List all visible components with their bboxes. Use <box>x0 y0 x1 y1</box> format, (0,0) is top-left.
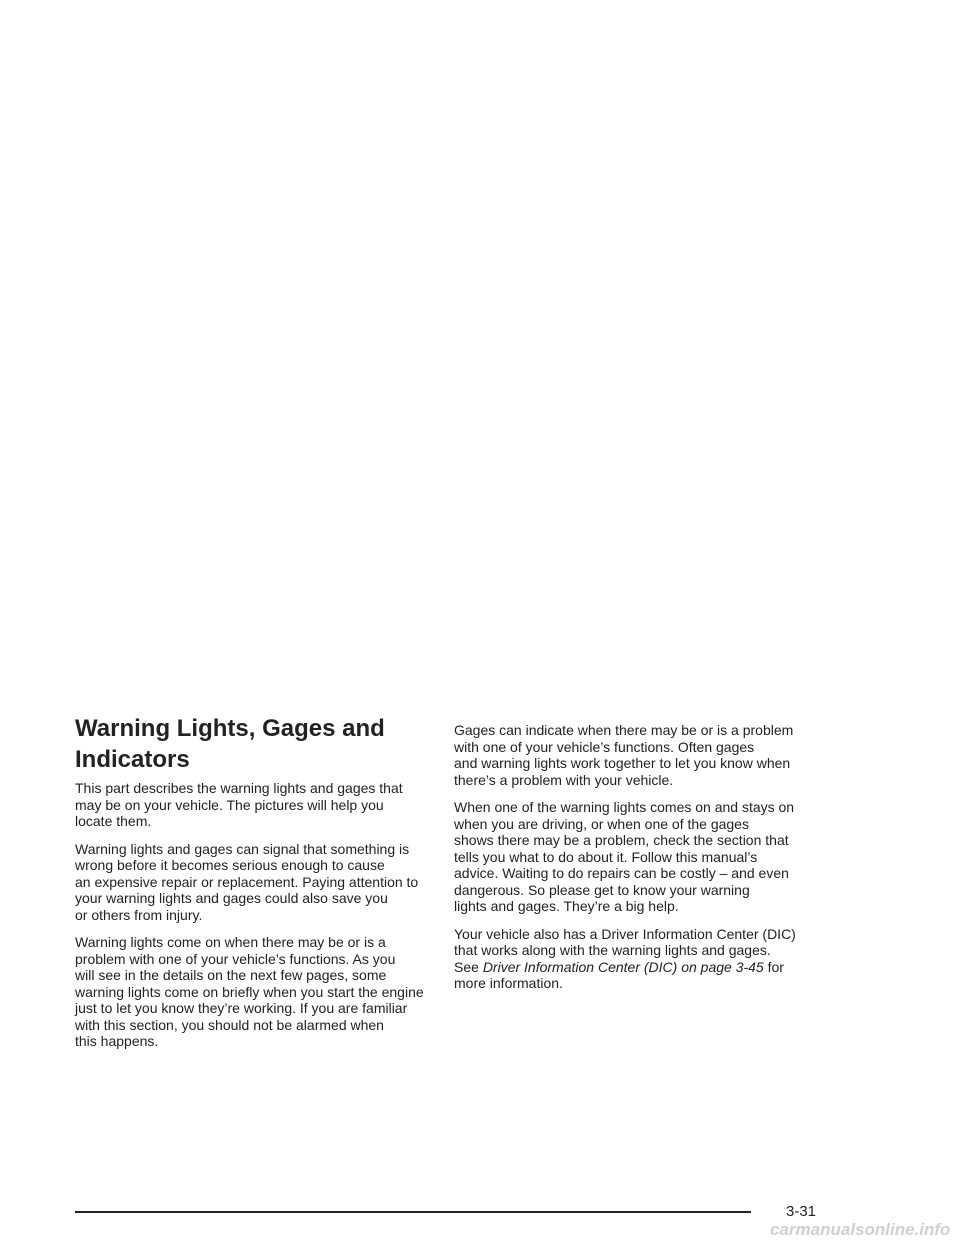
text-line: Your vehicle also has a Driver Information Center (DIC) <box>454 925 796 942</box>
text-line: Gages can indicate when there may be or is a problem <box>454 722 794 738</box>
dic-paragraph <box>454 926 819 992</box>
text-line: when you are driving, or when one of the gages <box>454 815 749 832</box>
intro-paragraph <box>75 780 440 830</box>
text-line: Warning lights and gages can signal that something is <box>75 840 410 857</box>
watermark: carmanualsonline.info <box>770 1220 951 1239</box>
text-line: advice. Waiting to do repairs can be costly – and even <box>454 865 789 881</box>
left-column <box>75 780 440 1061</box>
signal-paragraph <box>75 841 440 924</box>
text-line: just to let you know they’re working. If you are familiar <box>75 1000 408 1016</box>
text-line: Warning lights come on when there may be or is a <box>75 934 386 950</box>
right-column <box>454 722 819 1003</box>
come-on-paragraph <box>75 934 440 1050</box>
section-heading <box>75 713 435 775</box>
text-line: dangerous. So please get to know your warning <box>454 881 750 898</box>
text-line: lights and gages. They’re a big help. <box>454 898 679 914</box>
text-line: with this section, you should not be alarmed when <box>75 1016 384 1033</box>
text-line: more information. <box>454 975 563 991</box>
text-line: an expensive repair or replacement. Paying attention to <box>75 873 419 890</box>
text-line: with one of your vehicle’s functions. Often gages <box>454 738 755 755</box>
footer-rule <box>75 1211 751 1213</box>
text-line: This part describes the warning lights and gages that <box>75 780 403 796</box>
text-line: wrong before it becomes serious enough to cause <box>75 857 385 873</box>
page-number: 3-31 <box>786 1203 817 1220</box>
text-line: may be on your vehicle. The pictures will help you <box>75 796 384 813</box>
text-line: there’s a problem with your vehicle. <box>454 771 674 788</box>
text-line: shows there may be a problem, check the section that <box>454 832 789 848</box>
see-reference-line <box>454 959 819 976</box>
text-line: When one of the warning lights comes on and stays on <box>454 799 795 815</box>
text-line: warning lights come on briefly when you start the engine <box>75 983 424 1000</box>
heading-line: Indicators <box>75 746 190 773</box>
text-line: will see in the details on the next few pages, some <box>75 967 387 983</box>
stays-on-paragraph <box>454 799 819 915</box>
text-line: your warning lights and gages could also save you <box>75 890 388 906</box>
gages-paragraph <box>454 722 819 788</box>
text-line: locate them. <box>75 813 152 829</box>
text-line: this happens. <box>75 1033 159 1049</box>
text-line: that works along with the warning lights and gages. <box>454 942 771 958</box>
see-prefix: See <box>454 958 483 975</box>
text-line: problem with one of your vehicle’s functions. As you <box>75 950 396 967</box>
text-line: and warning lights work together to let you know when <box>454 755 791 771</box>
see-suffix: for <box>763 958 784 975</box>
text-line: tells you what to do about it. Follow this manual’s <box>454 848 758 865</box>
heading-line: Warning Lights, Gages and <box>75 715 385 742</box>
text-line: or others from injury. <box>75 906 203 923</box>
dic-page-reference-link[interactable]: Driver Information Center (DIC) on page 3-45 <box>482 958 764 975</box>
